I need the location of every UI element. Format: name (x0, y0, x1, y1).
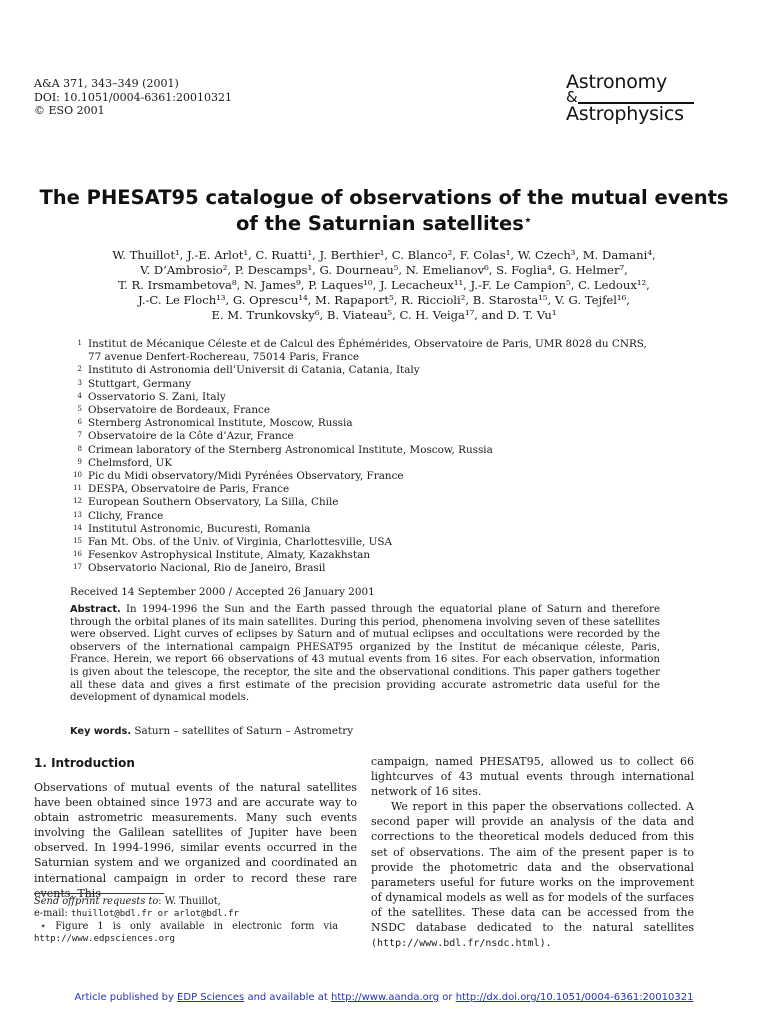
left-column (34, 756, 357, 901)
edp-sciences-link[interactable]: EDP Sciences (177, 992, 245, 1003)
offprint-label: Send offprint requests to (34, 896, 159, 907)
right-column (371, 754, 694, 951)
journal-name-line2: Astrophysics (566, 103, 684, 125)
affiliation-item (70, 444, 647, 457)
affiliation-text: Sternberg Astronomical Institute, Moscow, Russia (88, 417, 353, 430)
abstract (70, 604, 660, 705)
title-line2 (20, 209, 748, 235)
affiliation-text: Institutul Astronomic, Bucuresti, Romania (88, 522, 311, 535)
abstract-text: In 1994-1996 the Sun and the Earth passed through the equatorial plane of Saturn and therefore through the orbital planes of its main satellites. During this period, phenomena involving seven of these satellites were observed. Light curves of eclipses by Saturn and of mutual eclipses and occultations were recorded by the observers of the international campaign PHESAT95 organized by the Institut de mécanique céleste, Paris, France. Herein, we report 66 observations of 43 mutual events from 16 sites. For each observation, information is given about the telescope, the receptor, the site and the observational conditions. This paper gathers together all these data and gives a first estimate of the precision providing accurate astrometric data useful for the development of dynamical models. (70, 604, 660, 704)
affiliation-list (70, 338, 647, 576)
affiliation-number: 15 (73, 537, 82, 546)
received-accepted-dates: Received 14 September 2000 / Accepted 26 January 2001 (70, 586, 375, 598)
affiliation-text: European Southern Observatory, La Silla, Chile (88, 496, 339, 509)
copyright-icon: © (34, 104, 45, 117)
affiliation-number: 2 (77, 365, 82, 374)
aanda-link[interactable]: http://www.aanda.org (330, 992, 440, 1003)
affiliation-item (70, 364, 647, 377)
author-list (34, 248, 734, 323)
affiliation-item (70, 510, 647, 523)
author-line: J.-C. Le Floch¹³, G. Oprescu¹⁴, M. Rapaport⁵, R. Riccioli², B. Starosta¹⁵, V. G. Tejfel¹⁶, (138, 293, 630, 307)
figure-footnote: ⋆ Figure 1 is only available in electronic form via (40, 920, 339, 932)
affiliation-item (70, 378, 647, 391)
nsdc-url[interactable]: (http://www.bdl.fr/nsdc.html). (371, 938, 552, 950)
footnotes (34, 896, 357, 946)
affiliation-item (70, 523, 647, 536)
affiliation-item (70, 417, 647, 430)
keywords-label: Key words. (70, 726, 132, 737)
publisher-text: and available at (247, 992, 328, 1003)
affiliation-number: 10 (73, 471, 82, 480)
affiliation-text: Institut de Mécanique Céleste et de Calcul des Éphémérides, Observatoire de Paris, UMR 8028 du CNRS, (88, 338, 647, 350)
publisher-bar (0, 992, 768, 1003)
email-label: e-mail: (34, 908, 68, 920)
body-paragraph (371, 754, 694, 951)
affiliation-text: Observatorio Nacional, Rio de Janeiro, Brasil (88, 562, 326, 575)
affiliation-number: 9 (77, 457, 82, 466)
affiliation-number: 4 (77, 391, 82, 400)
affiliation-text: DESPA, Observatoire de Paris, France (88, 483, 290, 496)
affiliation-text: Fesenkov Astrophysical Institute, Almaty, Kazakhstan (88, 549, 371, 562)
author-line: E. M. Trunkovsky⁶, B. Viateau⁵, C. H. Veiga¹⁷, and D. T. Vu¹ (211, 308, 557, 322)
body-paragraph (34, 780, 357, 901)
citation-line: A&A 371, 343–349 (2001) (34, 77, 179, 90)
affiliation-text: Osservatorio S. Zani, Italy (88, 390, 226, 403)
author-line: T. R. Irsmambetova⁸, N. James⁹, P. Laques¹⁰, J. Lecacheux¹¹, J.-F. Le Campion⁵, C. Ledoux¹², (118, 278, 650, 292)
affiliation-item (70, 391, 647, 404)
affiliation-text: Observatoire de la Côte d’Azur, France (88, 430, 294, 443)
affiliation-number: 3 (77, 378, 82, 387)
offprint-name: : W. Thuillot, (158, 896, 221, 907)
report-paragraph-text: We report in this paper the observations collected. A second paper will provide an analysis of the data and corrections to the theoretical models deduced from this set of observations. The aim of the present paper is to provide the photometric data and the observational parameters useful for future works on the improvement of dynamical models as well as for models of the surfaces of the satellites. These data can be accessed from the NSDC database dedicated to the natural satellites (371, 800, 694, 935)
footnote-divider (34, 893, 164, 894)
keywords-text: Saturn – satellites of Saturn – Astrometry (134, 725, 354, 737)
affiliation-number: 11 (73, 484, 82, 493)
affiliation-text: Fan Mt. Obs. of the Univ. of Virginia, Charlottesville, USA (88, 536, 392, 549)
affiliation-number: 7 (77, 431, 82, 440)
affiliation-number: 12 (73, 497, 82, 506)
affiliation-item (70, 457, 647, 470)
doi-line: DOI: 10.1051/0004-6361:20010321 (34, 90, 232, 104)
title-line1: The PHESAT95 catalogue of observations of the mutual events (39, 186, 729, 209)
abstract-label: Abstract. (70, 604, 121, 615)
journal-name-line1: Astronomy (566, 71, 667, 93)
affiliation-item (70, 483, 647, 496)
journal-ampersand: & (566, 88, 578, 106)
affiliation-number: 17 (73, 563, 82, 572)
section-heading: 1. Introduction (34, 756, 135, 770)
publisher-text: or (442, 992, 453, 1003)
journal-logo (566, 71, 696, 125)
copyright-text: ESO 2001 (48, 104, 105, 117)
author-line: W. Thuillot¹, J.-E. Arlot¹, C. Ruatti¹, J. Berthier¹, C. Blanco², F. Colas¹, W. Czech³, M. Damani⁴, (112, 248, 656, 262)
affiliation-item (70, 351, 647, 364)
affiliation-item (70, 404, 647, 417)
figure-footnote-url[interactable]: http://www.edpsciences.org (34, 934, 175, 945)
affiliation-item (70, 338, 647, 351)
affiliation-item (70, 496, 647, 509)
affiliation-number: 13 (73, 510, 82, 519)
publisher-text: Article published by (74, 992, 174, 1003)
report-paragraph (371, 799, 694, 951)
affiliation-text: Chelmsford, UK (88, 456, 173, 469)
email-value[interactable]: thuillot@bdl.fr or arlot@bdl.fr (70, 909, 239, 920)
affiliation-text: Observatoire de Bordeaux, France (88, 404, 271, 417)
affiliation-number: 8 (77, 444, 82, 453)
affiliation-number: 5 (77, 405, 82, 414)
affiliation-item (70, 536, 647, 549)
affiliation-item (70, 470, 647, 483)
affiliation-text: Stuttgart, Germany (88, 377, 191, 390)
offprint-footnote (34, 896, 357, 908)
keywords (70, 725, 353, 737)
affiliation-number: 16 (73, 550, 82, 559)
affiliation-item (70, 549, 647, 562)
affiliation-text: Pic du Midi observatory/Midi Pyrénées Observatory, France (88, 470, 404, 483)
affiliation-item (70, 562, 647, 575)
email-footnote (34, 908, 357, 920)
affiliation-number: 14 (73, 523, 82, 532)
affiliation-number: 1 (77, 339, 82, 347)
copyright-line (34, 104, 232, 118)
paper-title (20, 186, 748, 235)
doi-link[interactable]: http://dx.doi.org/10.1051/0004-6361:20010321 (455, 992, 694, 1003)
affiliation-number: 6 (77, 418, 82, 427)
author-line: V. D’Ambrosio², P. Descamps¹, G. Dourneau⁵, N. Emelianov⁶, S. Foglia⁴, G. Helmer⁷, (140, 263, 628, 277)
title-footnote-mark: ⋆ (523, 213, 532, 228)
affiliation-text: 77 avenue Denfert-Rochereau, 75014 Paris, France (88, 351, 360, 364)
citation-block (34, 77, 232, 118)
intro-paragraph: Observations of mutual events of the natural satellites have been obtained since 1973 and are accurate way to obtain astrometric measurements. Many such events involving the Galilean satellites of Jupiter have been observed. In 1994-1996, similar events occurred in the Saturnian system and we organized and coordinated an international campaign in order to record these rare events. This (34, 781, 357, 900)
affiliation-text: Instituto di Astronomia dell’Universit di Catania, Catania, Italy (88, 364, 420, 377)
affiliation-text: Clichy, France (88, 509, 164, 522)
continued-paragraph: campaign, named PHESAT95, allowed us to collect 66 lightcurves of 43 mutual events through international network of 16 sites. (371, 755, 694, 799)
affiliation-text: Crimean laboratory of the Sternberg Astronomical Institute, Moscow, Russia (88, 443, 493, 456)
title-line2-text: of the Saturnian satellites (236, 212, 524, 235)
affiliation-item (70, 430, 647, 443)
